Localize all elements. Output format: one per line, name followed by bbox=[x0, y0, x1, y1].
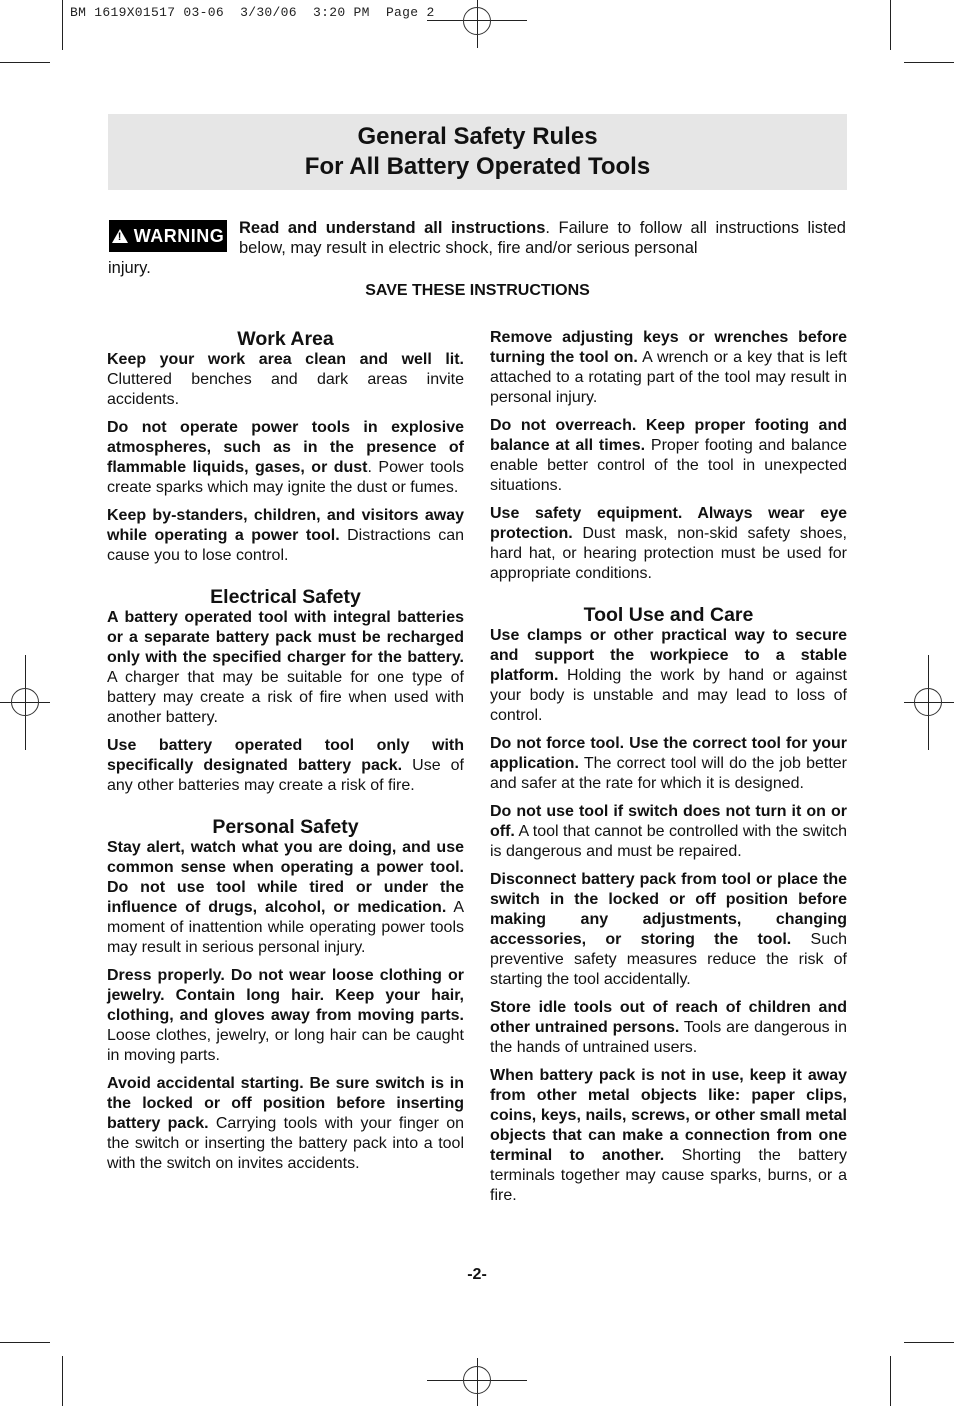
rule-paragraph bbox=[107, 1074, 464, 1174]
rule-paragraph bbox=[490, 998, 847, 1058]
rule-body: A charger that may be suitable for one type of battery may create a risk of fire when used with another battery. bbox=[107, 669, 464, 726]
rule-lead: Keep by-standers, children, and visitors away while operating a power tool. bbox=[107, 507, 464, 544]
rule-body: Tools are dangerous in the hands of untrained users. bbox=[490, 1019, 847, 1056]
rule-body: Shorting the battery terminals together may cause sparks, burns, or a fire. bbox=[490, 1147, 847, 1204]
crop-mark bbox=[62, 0, 63, 50]
crop-mark bbox=[0, 1342, 50, 1343]
rule-lead: Do not operate power tools in explosive atmospheres, such as in the presence of flammable liquids, gases, or dust bbox=[107, 419, 464, 476]
rule-body: Distractions can cause you to lose control. bbox=[107, 527, 464, 564]
rule-lead: Do not overreach. Keep proper footing and balance at all times. bbox=[490, 417, 847, 454]
left-column bbox=[107, 328, 464, 1182]
warning-body: . Failure to follow all instructions listed below, may result in electric shock, fire and/or serious personal bbox=[239, 219, 846, 257]
crop-mark bbox=[904, 1342, 954, 1343]
rule-lead: Use safety equipment. Always wear eye protection. bbox=[490, 505, 847, 542]
crop-mark bbox=[890, 1356, 891, 1406]
rule-body: Carrying tools with your finger on the switch or inserting the battery pack into a tool with the switch on invites accidents. bbox=[107, 1115, 464, 1172]
rule-paragraph bbox=[490, 1066, 847, 1206]
warning-continuation: injury. bbox=[108, 259, 151, 277]
rule-lead: Keep your work area clean and well lit. bbox=[107, 351, 464, 368]
registration-circle bbox=[914, 688, 942, 716]
title-line-2: For All Battery Operated Tools bbox=[304, 153, 651, 180]
crop-mark bbox=[890, 0, 891, 50]
rule-paragraph bbox=[107, 418, 464, 498]
rule-paragraph bbox=[107, 966, 464, 1066]
rule-body: A wrench or a key that is left attached to a rotating part of the tool may result in personal injury. bbox=[490, 349, 848, 406]
rule-lead: Dress properly. Do not wear loose clothing or jewelry. Contain long hair. Keep your hair, clothing, and gloves away from moving parts. bbox=[107, 967, 464, 1024]
section-heading-tool-use-and-care: Tool Use and Care bbox=[583, 604, 754, 626]
save-instructions: SAVE THESE INSTRUCTIONS bbox=[365, 282, 590, 299]
rule-paragraph bbox=[107, 736, 464, 796]
warning-text bbox=[239, 218, 846, 258]
rule-paragraph bbox=[490, 870, 847, 990]
rule-body: A moment of inattention while operating power tools may result in serious personal injury. bbox=[107, 899, 465, 956]
crop-mark bbox=[62, 1356, 63, 1406]
section-heading-work-area: Work Area bbox=[237, 328, 334, 350]
warning-badge bbox=[109, 220, 227, 252]
rule-lead: Store idle tools out of reach of children and other untrained persons. bbox=[490, 999, 847, 1036]
page-number: -2- bbox=[467, 1266, 487, 1283]
section-heading-personal-safety: Personal Safety bbox=[212, 816, 359, 838]
rule-lead: A battery operated tool with integral batteries or a separate battery pack must be recharged only with the specified charger for the battery. bbox=[107, 609, 464, 666]
rule-paragraph bbox=[107, 506, 464, 566]
crop-mark bbox=[0, 62, 50, 63]
rule-paragraph bbox=[107, 608, 464, 728]
right-column bbox=[490, 328, 847, 1214]
registration-circle bbox=[463, 7, 491, 35]
warning-lead: Read and understand all instructions bbox=[239, 219, 546, 237]
print-slug: BM 1619X01517 03-06 3/30/06 3:20 PM Page 2 bbox=[70, 5, 435, 20]
rule-body: Such preventive safety measures reduce the risk of starting the tool accidentally. bbox=[490, 931, 847, 988]
rule-body: Use of any other batteries may create a risk of fire. bbox=[107, 757, 464, 794]
registration-circle bbox=[11, 688, 39, 716]
rule-lead: Remove adjusting keys or wrenches before turning the tool on. bbox=[490, 329, 847, 366]
page-title bbox=[108, 114, 847, 190]
rule-body: Proper footing and balance enable better control of the tool in unexpected situations. bbox=[490, 437, 847, 494]
rule-body: Loose clothes, jewelry, or long hair can be caught in moving parts. bbox=[107, 1027, 464, 1064]
rule-lead: Stay alert, watch what you are doing, and use common sense when operating a power tool. Do not use tool while tired or under the influence of drugs, alcohol, or medication. bbox=[107, 839, 464, 916]
registration-circle bbox=[463, 1366, 491, 1394]
rule-body: Cluttered benches and dark areas invite accidents. bbox=[107, 371, 464, 408]
crop-mark bbox=[904, 62, 954, 63]
warning-badge-label: WARNING bbox=[133, 225, 225, 246]
rule-lead: Do not force tool. Use the correct tool for your application. bbox=[490, 735, 847, 772]
section-heading-electrical-safety: Electrical Safety bbox=[210, 586, 361, 608]
rule-paragraph bbox=[490, 504, 847, 584]
rule-lead: Disconnect battery pack from tool or place the switch in the locked or off position before making any adjustments, changing accessories, or storing the tool. bbox=[490, 871, 847, 948]
rule-lead: Use clamps or other practical way to secure and support the workpiece to a stable platform. bbox=[490, 627, 847, 684]
rule-body: Dust mask, non-skid safety shoes, hard hat, or hearing protection must be used for appropriate conditions. bbox=[490, 525, 847, 582]
title-line-1: General Safety Rules bbox=[357, 123, 598, 150]
rule-paragraph bbox=[490, 626, 847, 726]
rule-lead: Use battery operated tool only with specifically designated battery pack. bbox=[107, 737, 464, 774]
rule-paragraph bbox=[107, 838, 464, 958]
rule-paragraph bbox=[490, 416, 847, 496]
rule-paragraph bbox=[490, 328, 847, 408]
rule-body: Holding the work by hand or against your body is unstable and may lead to loss of control. bbox=[490, 667, 847, 724]
rule-lead: Do not use tool if switch does not turn it on or off. bbox=[490, 803, 847, 840]
rule-body: A tool that cannot be controlled with the switch is dangerous and must be repaired. bbox=[490, 823, 847, 860]
warning-triangle-icon: ! bbox=[112, 229, 128, 243]
rule-lead: Avoid accidental starting. Be sure switch is in the locked or off position before inserting battery pack. bbox=[107, 1075, 464, 1132]
rule-body: The correct tool will do the job better and safer at the rate for which it is designed. bbox=[490, 755, 847, 792]
rule-paragraph bbox=[107, 350, 464, 410]
rule-paragraph bbox=[490, 802, 847, 862]
rule-lead: When battery pack is not in use, keep it away from other metal objects like: paper clips, coins, keys, nails, screws, or other small metal objects that can make a connection from one terminal to another. bbox=[490, 1067, 847, 1164]
rule-paragraph bbox=[490, 734, 847, 794]
rule-body: . Power tools create sparks which may ignite the dust or fumes. bbox=[107, 459, 464, 496]
